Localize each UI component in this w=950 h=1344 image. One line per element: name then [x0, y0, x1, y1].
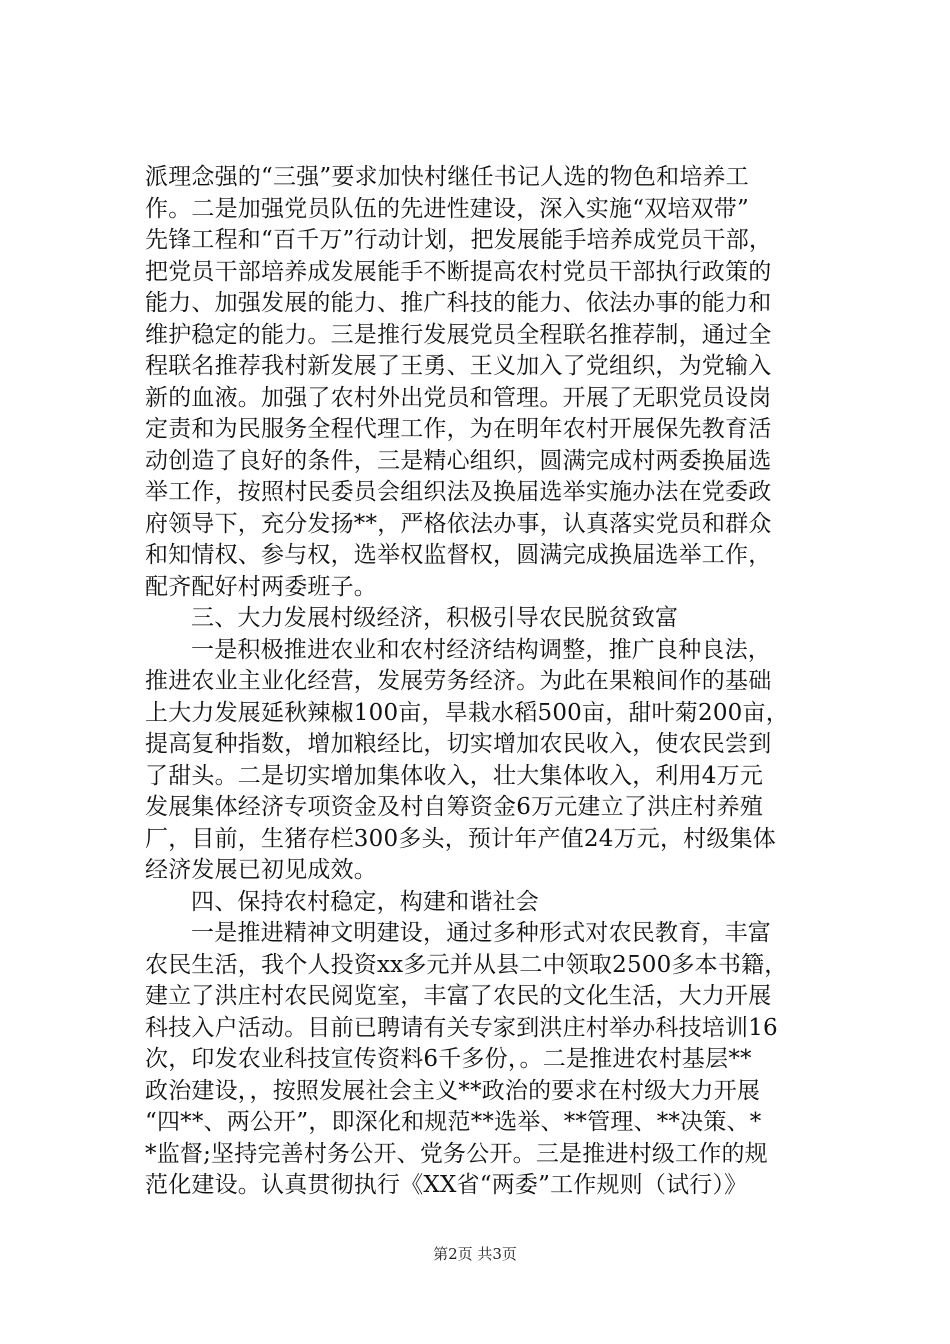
text-line: 次，印发农业科技宣传资料6千多份，。二是推进农村基层**	[145, 1046, 752, 1072]
text-line: 经济发展已初见成效。	[145, 857, 377, 883]
text-line: 作。二是加强党员队伍的先进性建设，深入实施“双培双带”	[145, 195, 749, 222]
text-line: 定责和为民服务全程代理工作，为在明年农村开展保先教育活	[145, 416, 772, 442]
text-line: 配齐配好村两委班子。	[145, 573, 377, 600]
text-line: 程联名推荐我村新发展了王勇、王义加入了党组织，为党输入	[145, 353, 772, 379]
page-number-footer: 第2页 共3页	[433, 1245, 517, 1263]
text-line: 一是推进精神文明建设，通过多种形式对农民教育，丰富	[191, 920, 771, 946]
text-line: 了甜头。二是切实增加集体收入，壮大集体收入，利用4万元	[145, 762, 764, 789]
text-line: 把党员干部培养成发展能手不断提高农村党员干部执行政策的	[145, 258, 772, 285]
text-line: 派理念强的“三强”要求加快村继任书记人选的物色和培养工	[145, 164, 749, 190]
text-line: 举工作，按照村民委员会组织法及换届选举实施办法在党委政	[145, 479, 772, 505]
text-line: 建立了洪庄村农民阅览室，丰富了农民的文化生活，大力开展	[145, 983, 772, 1009]
text-line: 府领导下，充分发扬**，严格依法办事，认真落实党员和群众	[145, 510, 772, 537]
text-line: “四**、两公开”，即深化和规范**选举、**管理、**决策、*	[145, 1109, 762, 1135]
text-line: 厂，目前，生猪存栏300多头，预计年产值24万元，村级集体	[145, 825, 776, 852]
text-line: 新的血液。加强了农村外出党员和管理。开展了无职党员设岗	[145, 384, 772, 411]
text-line: 一是积极推进农业和农村经济结构调整，推广良种良法，	[191, 636, 771, 663]
text-line: 发展集体经济专项资金及村自筹资金6万元建立了洪庄村养殖	[145, 794, 764, 820]
text-line: 农民生活，我个人投资xx多元并从县二中领取2500多本书籍，	[145, 951, 788, 978]
text-line: 动创造了良好的条件，三是精心组织，圆满完成村两委换届选	[145, 447, 772, 474]
document-body	[145, 162, 845, 1202]
section-heading: 四、保持农村稳定，构建和谐社会	[191, 888, 539, 915]
text-line: 能力、加强发展的能力、推广科技的能力、依法办事的能力和	[145, 290, 772, 316]
text-line: 上大力发展延秋辣椒100亩，旱栽水稻500亩，甜叶菊200亩，	[145, 699, 789, 726]
text-line: 科技入户活动。目前已聘请有关专家到洪庄村举办科技培训16	[145, 1014, 778, 1041]
text-line: 和知情权、参与权，选举权监督权，圆满完成换届选举工作，	[145, 542, 772, 568]
text-line: 提高复种指数，增加粮经比，切实增加农民收入，使农民尝到	[145, 731, 772, 757]
section-heading: 三、大力发展村级经济，积极引导农民脱贫致富	[191, 605, 679, 631]
text-line: 推进农业主业化经营，发展劳务经济。为此在果粮间作的基础	[145, 668, 772, 694]
text-line: 范化建设。认真贯彻执行《XX省“两委”工作规则（试行）》	[145, 1172, 748, 1198]
text-line: 维护稳定的能力。三是推行发展党员全程联名推荐制，通过全	[145, 321, 772, 348]
text-line: 先锋工程和“百千万”行动计划，把发展能手培养成党员干部，	[145, 227, 773, 253]
text-line: 政治建设，，按照发展社会主义**政治的要求在村级大力开展	[145, 1077, 761, 1104]
text-line: *监督;坚持完善村务公开、党务公开。三是推进村级工作的规	[145, 1140, 768, 1167]
